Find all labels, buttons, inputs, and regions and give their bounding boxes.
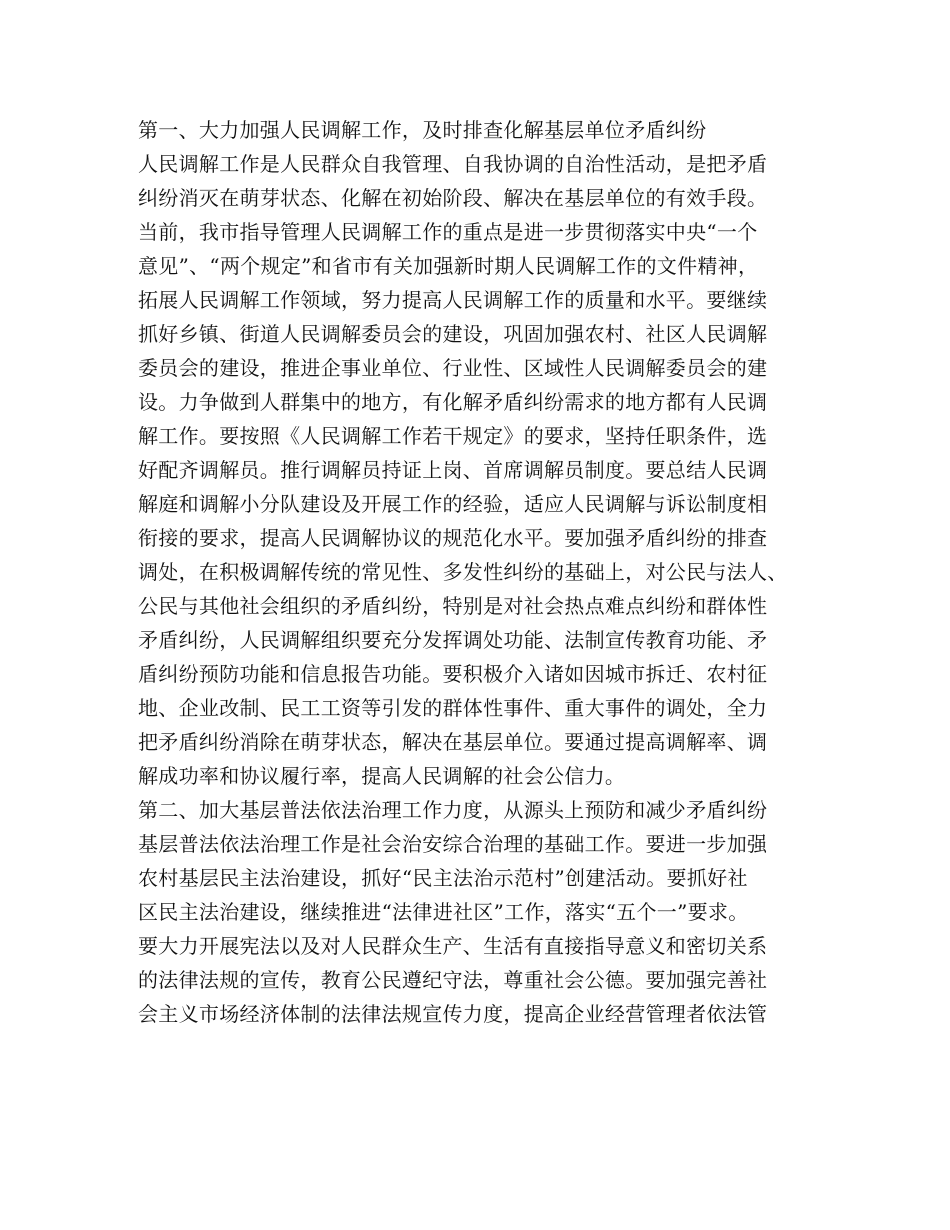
- text-line: 会主义市场经济体制的法律法规宣传力度，提高企业经营管理者依法管: [138, 1002, 768, 1026]
- text-line: 当前，我市指导管理人民调解工作的重点是进一步贯彻落实中央“一个: [138, 220, 758, 244]
- section-heading: 第二、加大基层普法依法治理工作力度，从源头上预防和减少矛盾纠纷: [138, 798, 768, 822]
- text-line: 解工作。要按照《人民调解工作若干规定》的要求，坚持任职条件，选: [138, 424, 768, 448]
- text-line: 的法律法规的宣传，教育公民遵纪守法，尊重社会公德。要加强完善社: [138, 968, 768, 992]
- text-line: 纠纷消灭在萌芽状态、化解在初始阶段、解决在基层单位的有效手段。: [138, 186, 768, 210]
- text-line: 解庭和调解小分队建设及开展工作的经验，适应人民调解与诉讼制度相: [138, 492, 768, 516]
- text-line: 区民主法治建设，继续推进“法律进社区”工作，落实“五个一”要求。: [138, 900, 749, 924]
- section-heading: 第一、大力加强人民调解工作，及时排查化解基层单位矛盾纠纷: [138, 118, 707, 142]
- text-line: 基层普法依法治理工作是社会治安综合治理的基础工作。要进一步加强: [138, 832, 768, 856]
- text-line: 把矛盾纠纷消除在萌芽状态，解决在基层单位。要通过提高调解率、调: [138, 730, 768, 754]
- text-line: 拓展人民调解工作领域，努力提高人民调解工作的质量和水平。要继续: [138, 288, 768, 312]
- document-body: [138, 113, 828, 1031]
- text-line: 调处，在积极调解传统的常见性、多发性纠纷的基础上，对公民与法人、: [138, 560, 788, 584]
- text-line: 要大力开展宪法以及对人民群众生产、生活有直接指导意义和密切关系: [138, 934, 768, 958]
- text-line: 委员会的建设，推进企事业单位、行业性、区域性人民调解委员会的建: [138, 356, 768, 380]
- text-line: 解成功率和协议履行率，提高人民调解的社会公信力。: [138, 764, 626, 788]
- text-line: 设。力争做到人群集中的地方，有化解矛盾纠纷需求的地方都有人民调: [138, 390, 768, 414]
- text-line: 矛盾纠纷，人民调解组织要充分发挥调处功能、法制宣传教育功能、矛: [138, 628, 768, 652]
- text-line: 好配齐调解员。推行调解员持证上岗、首席调解员制度。要总结人民调: [138, 458, 768, 482]
- text-line: 意见”、“两个规定”和省市有关加强新时期人民调解工作的文件精神，: [138, 254, 759, 278]
- text-line: 人民调解工作是人民群众自我管理、自我协调的自治性活动，是把矛盾: [138, 152, 768, 176]
- text-line: 地、企业改制、民工工资等引发的群体性事件、重大事件的调处，全力: [138, 696, 768, 720]
- text-line: 衔接的要求，提高人民调解协议的规范化水平。要加强矛盾纠纷的排查: [138, 526, 768, 550]
- text-line: 农村基层民主法治建设，抓好“民主法治示范村”创建活动。要抓好社: [138, 866, 748, 890]
- text-line: 抓好乡镇、街道人民调解委员会的建设，巩固加强农村、社区人民调解: [138, 322, 768, 346]
- text-line: 公民与其他社会组织的矛盾纠纷，特别是对社会热点难点纠纷和群体性: [138, 594, 768, 618]
- text-line: 盾纠纷预防功能和信息报告功能。要积极介入诸如因城市拆迁、农村征: [138, 662, 768, 686]
